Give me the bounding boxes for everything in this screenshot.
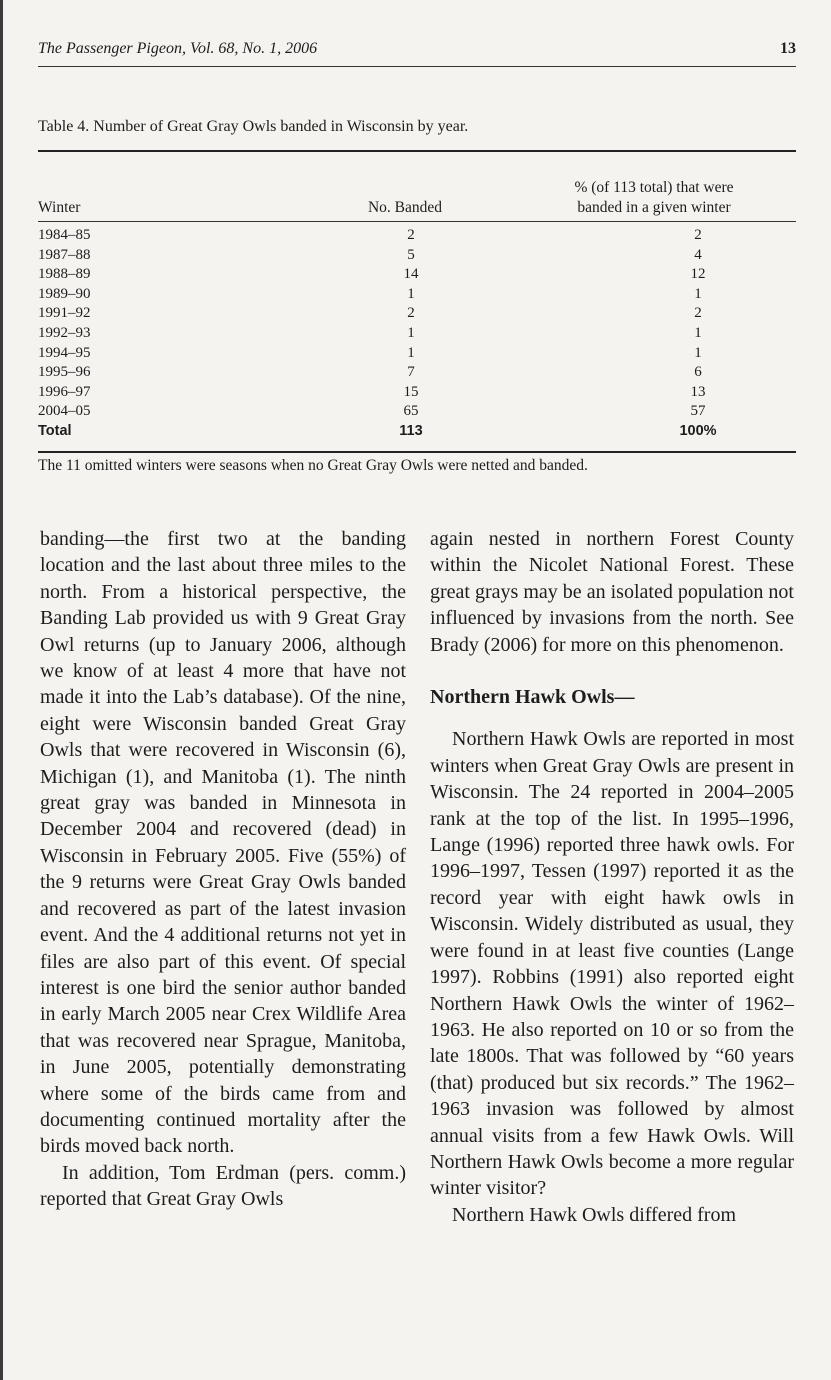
page-binding-edge <box>0 0 3 1380</box>
table-row <box>38 324 796 344</box>
cell-banded: 2 <box>407 227 415 243</box>
paragraph: Northern Hawk Owls differed from <box>452 1203 736 1226</box>
cell-banded: 1 <box>407 344 415 361</box>
cell-winter: 1996–97 <box>38 383 91 400</box>
column-header-winter: Winter <box>38 199 81 216</box>
text-column-right <box>430 526 794 1228</box>
cell-banded: 5 <box>407 246 415 263</box>
table-bottom-rule <box>38 451 796 453</box>
cell-banded: 1 <box>407 324 415 341</box>
cell-percent: 4 <box>694 246 702 263</box>
paragraph: In addition, Tom Erdman (pers. comm.) reported that Great Gray Owls <box>40 1161 406 1211</box>
cell-total-label: Total <box>38 422 72 439</box>
cell-percent: 6 <box>694 364 702 381</box>
cell-winter: 1984–85 <box>38 227 91 243</box>
cell-banded: 65 <box>403 403 419 420</box>
cell-banded: 14 <box>403 266 419 283</box>
table-header-rule <box>38 221 796 222</box>
table-row <box>38 383 796 403</box>
cell-winter: 1987–88 <box>38 246 91 263</box>
paragraph: banding—the first two at the banding location and the last about three miles to the north. From a historical perspective, the Banding Lab provided us with 9 Great Gray Owl returns (up to January 2006, although we know of at least 4 more that have not made it into the Lab’s database). Of the nine, eight were Wisconsin banded Great Gray Owls that were recovered in Wisconsin (6), Michigan (1), and Manitoba (1). The ninth great gray was banded in Minnesota in December 2004 and recovered (dead) in Wisconsin in February 2005. Five (55%) of the 9 returns were Great Gray Owls banded and recovered as part of the latest invasion event. And the 4 additional returns not yet in files are also part of this event. Of special interest is one bird the senior author banded in early March 2005 near Crex Wildlife Area that was recovered near Sprague, Manitoba, in June 2005, potentially demonstrating where some of the birds came from and documenting continued mortality after the birds moved back north. <box>40 528 406 1158</box>
running-header <box>38 36 796 67</box>
table-footnote: The 11 omitted winters were seasons when no Great Gray Owls were netted and banded. <box>38 457 588 474</box>
cell-banded: 1 <box>407 285 415 302</box>
table-caption: Table 4. Number of Great Gray Owls banded in Wisconsin by year. <box>38 118 469 135</box>
table-row <box>38 304 796 324</box>
cell-percent: 2 <box>694 227 702 243</box>
column-header-banded: No. Banded <box>367 199 443 216</box>
section-heading: Northern Hawk Owls— <box>430 686 635 709</box>
column-header-percent-line2: banded in a given winter <box>577 199 731 216</box>
cell-percent: 57 <box>690 403 706 420</box>
cell-percent: 12 <box>690 266 706 283</box>
cell-percent: 1 <box>694 285 702 302</box>
table-row <box>38 344 796 364</box>
text-column-left <box>40 526 406 1213</box>
cell-total-banded: 113 <box>399 422 423 439</box>
cell-banded: 2 <box>407 305 415 322</box>
table-row-total <box>38 422 796 442</box>
cell-winter: 1988–89 <box>38 266 91 283</box>
table-body <box>38 226 796 442</box>
table-row <box>38 246 796 266</box>
table-row <box>38 402 796 422</box>
paragraph: again nested in northern Forest County within the Nicolet National Forest. These great grays may be an isolated population not influenced by invasions from the north. See Brady (2006) for more on this phenomenon. <box>430 528 794 656</box>
column-header-percent-line1: % (of 113 total) that were <box>574 179 734 196</box>
cell-winter: 1994–95 <box>38 344 91 361</box>
cell-percent: 1 <box>694 324 702 341</box>
column-header-percent <box>520 178 788 218</box>
table-row <box>38 265 796 285</box>
table-row <box>38 226 796 246</box>
page-number: 13 <box>780 40 796 57</box>
cell-winter: 1995–96 <box>38 364 91 381</box>
table-row <box>38 285 796 305</box>
journal-title: The Passenger Pigeon, Vol. 68, No. 1, 2006 <box>38 40 318 57</box>
cell-banded: 7 <box>407 364 415 381</box>
cell-winter: 2004–05 <box>38 403 91 420</box>
cell-percent: 13 <box>690 383 706 400</box>
paragraph: Northern Hawk Owls are reported in most winters when Great Gray Owls are present in Wisconsin. The 24 reported in 2004–2005 rank at the top of the list. In 1995–1996, Lange (1996) reported three hawk owls. For 1996–1997, Tessen (1997) reported it as the record year with eight hawk owls in Wisconsin. Widely distributed as usual, they were found in at least five counties (Lange 1997). Robbins (1991) also reported eight Northern Hawk Owls the winter of 1962–1963. He also reported on 10 or so from the late 1800s. That was followed by “60 years (that) produced but six records.” The 1962–1963 invasion was followed by almost annual visits from a few Hawk Owls. Will Northern Hawk Owls become a more regular winter visitor? <box>430 728 794 1200</box>
cell-winter: 1991–92 <box>38 305 91 322</box>
table-top-rule <box>38 150 796 152</box>
cell-winter: 1992–93 <box>38 324 91 341</box>
table-row <box>38 363 796 383</box>
cell-banded: 15 <box>403 383 419 400</box>
cell-percent: 2 <box>694 305 702 322</box>
cell-total-percent: 100% <box>679 422 717 439</box>
cell-winter: 1989–90 <box>38 285 91 302</box>
cell-percent: 1 <box>694 344 702 361</box>
